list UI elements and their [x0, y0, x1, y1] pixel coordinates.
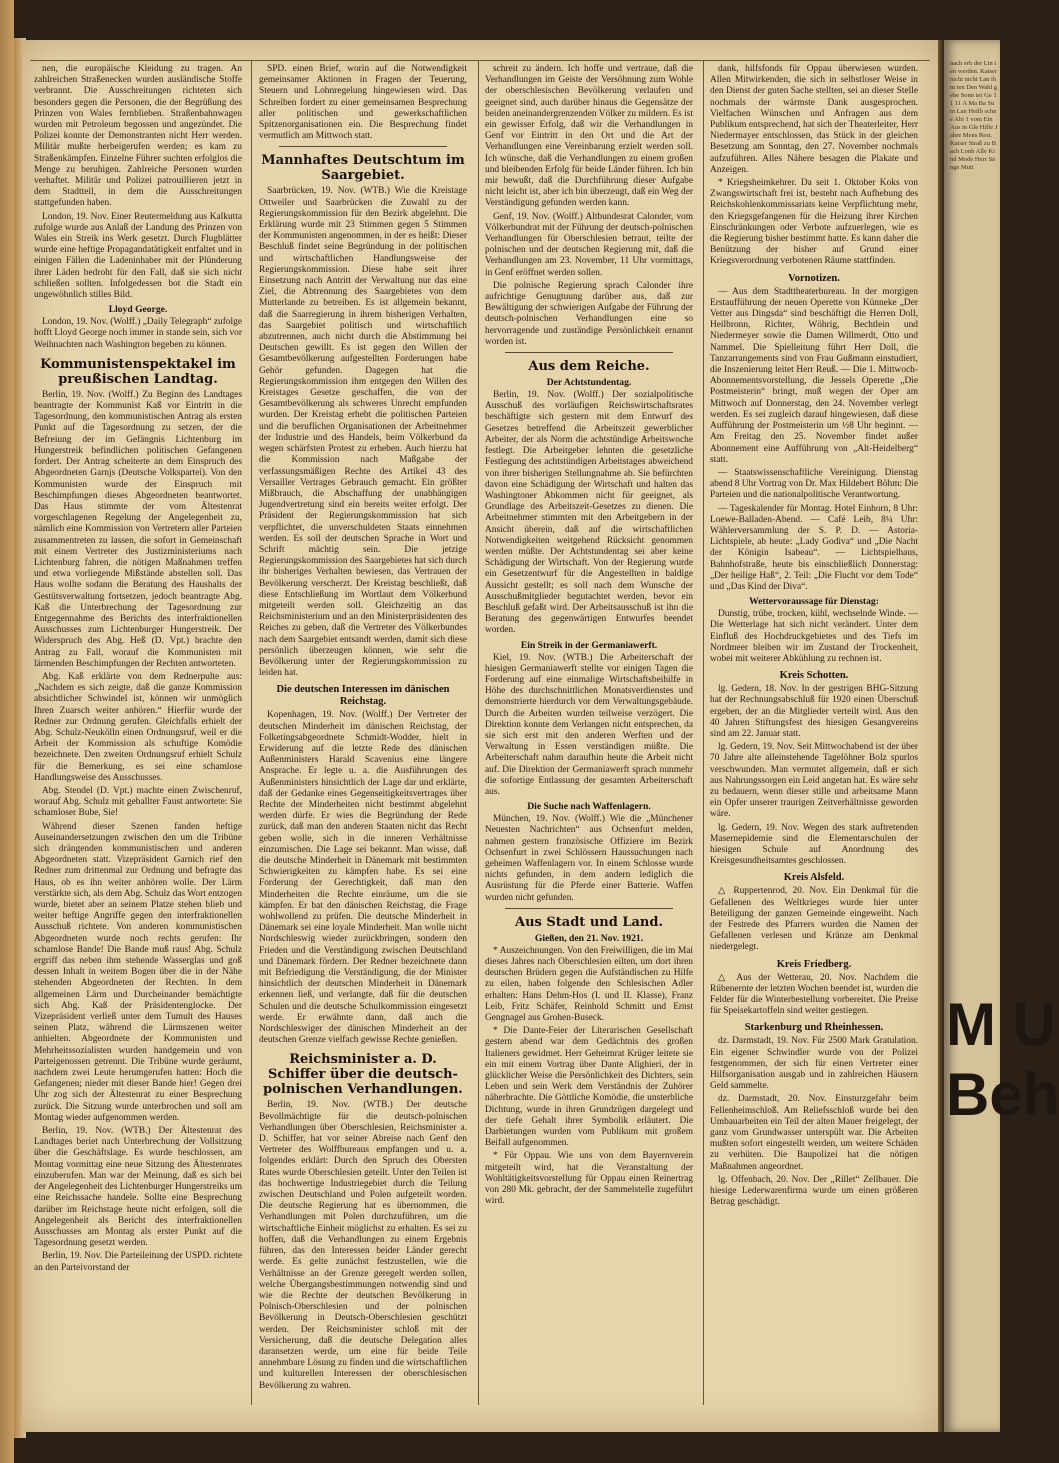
article-headline: Wettervoraussage für Dienstag: [749, 596, 879, 608]
article-paragraph: London, 19. Nov. (Wolff.) „Daily Telegraph“ zufolge hofft Lloyd George noch immer in stande sein, sich vor Weihnachten nach Washington begeben zu können. [34, 317, 242, 350]
article-headline: Starkenburg und Rheinhessen. [744, 1022, 884, 1034]
column-1 [34, 64, 242, 1404]
article-paragraph: lg. Gedern, 19. Nov. Seit Mittwochabend ist der über 70 Jahre alte alleinstehende Tagelöhner Bolz spurlos verschwunden. Man vermutet allgemein, daß er sich aus Nahrungssorgen ein Leid angetan hat. Es wäre sehr zu bedauern, wenn dieser stille und arbeitsame Mann ein Opfer unserer traurigen Zeitverhältnisse geworden wäre. [710, 742, 918, 820]
adjacent-page-text: nach erh der Lin ten werden. Kaiser nicht nicht Lan ihm ten Den Wahl gebe Sonn ter Ge 11 11 A Ma Ba Sum Lan Heilb schne Abi 1 vom Ein Aus in Gle Hilfe Jahre Mens Rest. Kaiser Straß zu Bach Lonh Alle Kind Mode Herr Sänge Mutt [950, 60, 998, 171]
binding-strip [0, 0, 14, 1463]
article-paragraph: nen, die europäische Kleidung zu tragen. An zahlreichen Straßenecken wurden ausländische Stoffe verbrannt. Die Ausschreitungen richteten sich besonders gegen die Personen, die der Begrüßung des Prinzen von Wales fernblieben. Straßenbahnwagen wurden mit Petroleum begossen und angezündet. Die Polizei konnte der Demonstranten nicht Herr werden. Militär mußte herbeigerufen werden; es kam zu Straßenkämpfen. Einzelne Führer suchten erfolglos die Menge zu beruhigen. Zahlreiche Personen wurden verhaftet. Militär und Polizei patrouillieren jetzt in dem Stadtteil, in dem die Ausschreitungen stattgefunden haben. [34, 64, 242, 209]
article-paragraph: Berlin, 19. Nov. (Wolff.) Zu Beginn des Landtages beantragte der Kommunist Kaß vor Eintritt in die Tagesordnung, den kommunistischen Antrag als ersten Punkt auf die Tagesordnung zu setzen, der die Befreiung der im Gefängnis Lichtenburg im Hungerstreik befindlichen politischen Gefangenen fordert. Der Antrag scheiterte an dem Einspruch des Abgeordneten Garnjs (Deutsche Volkspartei). Von den Kommunisten wurde der Einspruch mit Beschimpfungen dieses Abgeordneten beantwortet. Das Haus stimmte der vom Ältestenrat vorgeschlagenen Regelung der Angelegenheit zu, nämlich eine Kommission von Vertretern aller Parteien zusammentreten zu lassen, die sofort in Gemeinschaft mit einem Vertreter des Justizministeriums nach Lichtenburg fahren, die nötigen Maßnahmen treffen und etwa vorliegende Mißstände abstellen soll. Das Haus wollte sodann die Beratung des Haushalts der Gestütsverwaltung fortsetzen, jedoch beantragte Abg. Kaß die Unterbrechung der Tagesordnung zur Entgegennahme des Berichts des interfraktionellen Ausschusses zum Lichtenburger Hungerstreik. Der Widerspruch des Abg. Heß (D. Vpt.) brachte den Antrag zu Fall, worauf die Kommunisten mit lärmenden Beschimpfungen der Rechten antworteten. [34, 389, 242, 669]
article-headline: Die deutschen Interessen im dänischen Reichstag. [276, 684, 450, 708]
adjacent-page-headline: M U Beh [946, 991, 1059, 1128]
article-paragraph: dank, hilfsfonds für Oppau überwiesen wurden. Allen Mitwirkenden, die sich in selbstloser Weise in den Dienst der guten Sache stellten, sei an dieser Stelle nochmals der wärmste Dank ausgesprochen. Vielfachen Wünschen und Anfragen aus dem Publikum entsprechend, hat sich der Theaterleiter, Herr Niedermayer entschlossen, das Stück in der gleichen Besetzung am Sonntag, den 27. November nochmals aufzuführen. Alles Nähere besagen die Plakate und Anzeigen. [710, 64, 918, 175]
article-headline: Aus Stadt und Land. [515, 914, 663, 930]
article-paragraph: dz. Darmstadt, 19. Nov. Für 2500 Mark Gratulation. Ein eigener Schwindler wurde von der Polizei festgenommen, der sich für einen Vertreter einer Hilfsorganisation ausgab und in zahlreichen Häusern Geld sammelte. [710, 1036, 918, 1092]
article-headline: Vornotizen. [788, 272, 840, 284]
section-divider [505, 908, 673, 909]
column-2 [259, 64, 467, 1404]
article-headline: Kreis Friedberg. [776, 958, 852, 970]
article-paragraph: — Tageskalender für Montag. Hotel Einhorn, 8 Uhr: Loewe-Balladen-Abend. — Café Leib, 8¼ Uhr: Wählerversammlung der S. P. D. — Astoria-Lichtspiele, ab heute: „Lady Godiva“ und „Die Nacht der Königin Isabeau“. — Lichtspielhaus, Bahnhofstraße, heute bis einschließlich Donnerstag: „Der heilige Haß“, 2. Teil: „Die Flucht vor dem Tode“ und „Das Kind der Diva“. [710, 503, 918, 592]
article-headline: Ein Streik in der Germaniawerft. [520, 639, 658, 651]
article-headline: Reichsminister a. D. Schiffer über die deutsch-polnischen Verhandlungen. [263, 1052, 463, 1098]
article-headline: Aus dem Reiche. [528, 359, 650, 375]
article-headline: Kreis Alsfeld. [783, 872, 845, 884]
column-rule [703, 60, 704, 1405]
article-paragraph: Berlin, 19. Nov. (WTB.) Der Ältestenrat des Landtages beriet nach Unterbrechung der Vollsitzung über die Geschäftslage. Es wurde beschlossen, am Montag vormittag eine neue Sitzung des Ältestenrates einzuberufen. Man war der Meinung, daß es sich bei der Angelegenheit des Lichtenburger Hungerstreiks um eine Reichssache handele. Sollte eine Besprechung darüber im Reichstage heute nicht erfolgen, soll die Angelegenheit als Bericht des interfraktionellen Ausschusses am Montag als erster Punkt auf die Tagesordnung gesetzt werden. [34, 1126, 242, 1249]
article-paragraph: — Staatswissenschaftliche Vereinigung. Dienstag abend 8 Uhr Vortrag von Dr. Max Hildebert Böhm: Die Parteien und die nationalpolitische Verantwortung. [710, 467, 918, 501]
article-paragraph: Abg. Stendel (D. Vpt.) machte einen Zwischenruf, worauf Abg. Schulz mit geballter Faust antwortete: Sie schamloser Bube, Sie! [34, 785, 242, 819]
article-paragraph: * Die Dante-Feier der Literarischen Gesellschaft gestern abend war dem Gedächtnis des großen Italieners gewidmet. Herr Geheimrat Krüger leitete sie ein mit einem Vortrag über Dante Alighieri, der in glücklicher Weise die Persönlichkeit des Dichters, sein Leben und sein Werk dem Verständnis der Zuhörer näherbrachte. Die Göttliche Komödie, die unsterbliche Dichtung, wurde in ihren Grundzügen dargelegt und der tiefe Gehalt ihrer Symbolik erläutert. Die Darbietungen wurden vom Publikum mit großem Beifall aufgenommen. [485, 1026, 693, 1149]
article-paragraph: lg. Gedern, 18. Nov. In der gestrigen BHG-Sitzung hat der Rechnungsabschluß für 1920 einen Überschuß ergeben, der an die Mitglieder verteilt wird. Aus den 40 Jahren Stiftungsfest des hiesigen Gesangvereins sind am 22. Januar statt. [710, 684, 918, 739]
article-headline: Gießen, den 21. Nov. 1921. [534, 932, 644, 944]
article-paragraph: Dunstig, trübe, trocken, kühl, wechselnde Winde. — Die Wetterlage hat sich nicht verändert. Unter dem Einfluß des Hochdruckgebietes und des Tiefs im Nordmeer bleiben wir im Zustand der Trockenheit, wobei mit weiterer Abkühlung zu rechnen ist. [710, 609, 918, 664]
article-paragraph: Genf, 19. Nov. (Wolff.) Altbundesrat Calonder, vom Völkerbundrat mit der Führung der deutsch-polnischen Verhandlungen für Oberschlesien betraut, teilte der polnischen und der deutschen Regierung mit, daß die Verhandlungen am 23. November, 11 Uhr vormittags, in Genf eröffnet werden sollen. [485, 211, 693, 278]
article-paragraph: schreit zu ändern. Ich hoffe und vertraue, daß die Verhandlungen im Geiste der Versöhnung zum Wohle der oberschlesischen Bevölkerung verlaufen und geeignet sind, auch darüber hinaus die Gegensätze der beiden aneinandergrenzenden Völker zu mildern. Es ist ein gewisser Erfolg, daß wir die Verhandlungen in Genf vor Eintritt in den Ort und die Art der Verhandlungen eine Vereinbarung erzielt werden soll. Ich wünsche, daß die Verhandlungen zu einem großen und bleibenden Erfolg für beide Länder führen. Ich bin mir bewußt, daß die Durchführung dieser Aufgabe nicht leicht ist, aber ich bin überzeugt, daß ein Weg der Verständigung gefunden werden kann. [485, 64, 693, 209]
article-paragraph: △ Aus der Wetterau, 20. Nov. Nachdem die Rübenernte der letzten Wochen beendet ist, wurden die Felder für die Winterbestellung vorbereitet. Die Preise für Speisekartoffeln sind weiter gestiegen. [710, 972, 918, 1017]
article-headline: Der Achtstundentag. [546, 377, 632, 389]
article-headline: Lloyd George. [108, 304, 168, 316]
column-rule [478, 60, 479, 1405]
section-divider [505, 352, 673, 353]
article-paragraph: Saarbrücken, 19. Nov. (WTB.) Wie die Kreistage Ottweiler und Saarbrücken die Zuwahl zu der Regierungskommission für den Bezirk abgelehnt. Die Erklärung wurde mit 23 Stimmen gegen 5 Stimmen der Kommunisten angenommen, in der es heißt: Dieser Beschluß findet seine Begründung in der politischen und wirtschaftlichen Handlungsweise der Regierungskommission. Diese habe seit ihrer Einsetzung nach Antritt der Verwaltung nur das eine Ziel, die Abtrennung des Saargebietes von dem Mutterlande zu betreiben. Es ist allgemein bekannt, daß die Saarregierung in ihrem bisherigen Verhalten, das Saargebiet politisch und wirtschaftlich abzutrennen, auch nicht durch die Abstimmung bei Deutschen gewillt. Es ist gegen den Willen der Gesamtbevölkerung aufgestellten Forderungen habe Gehör gefunden. Dagegen hat die Regierungskommission ihm entgegen den Willen des Kreistages Gesetze geschaffen, die von der Gesamtbevölkerung als schweres Unrecht empfunden wurden. Der Kreistag erhebt die politischen Parteien und die beruflichen Organisationen der Arbeitnehmer der Industrie und des Handels, beim Völkerbund da wegen schärfsten Protest zu erheben. Auch hierzu hat die Kommission nach Maßgabe der verfassungsmäßigen Rechte des Artikel 43 des Versailler Vertrages Gebrauch gemacht. Ein größter Mißbrauch, die Abschaffung der unabhängigen Jugendvertretung sind ein bereits weiter erfolgt. Der Präsident der Regierungskommission hat sich verpflichtet, die unverschuldeten Staats einnehmen werden. Es soll der deutschen Sprache in Wort und Schrift mächtig sein. Die jetzige Regierungskommission des Saargebietes hat sich durch ihr bisheriges Verhalten bewiesen, das Vertrauen der Bevölkerung verscherzt. Der Kreistag beschließt, daß diese Entschließung im Wortlaut dem Völkerbund mitgeteilt werden soll. Gleichzeitig an das Reichsministerium und an den Ministerpräsidenten des Reiches zu geben, daß die Vertreter des Völkerbundes nach dem Saargebiet entsandt werden, damit sich diese persönlich überzeugen können, wie sehr die Bevölkerung unter der Regierungskommission zu leiden hat. [259, 186, 467, 679]
article-paragraph: — Aus dem Stadttheaterbureau. In der morgigen Erstaufführung der neuen Operette von Künneke „Der Vetter aus Dingsda“ sind beschäftigt die Herren Doll, Heilbronn, Richter, Wöhrig, Bechtlein und Niedermeyer sowie die Damen Willmerdt, Otto und Nammel. Die Spielleitung führt Herr Doll, die Tanzarrangements sind von Frau Gußmann einstudiert, die Inszenierung leitet Herr Reuß. — Die 1. Mittwoch-Abonnementsvorstellung, die Jessels Operette „Die Postmeisterin“ bringt, muß wegen der Oper am Mittwoch auf Donnerstag, den 24. November verlegt werden. Es sei zugleich darauf hingewiesen, daß diese Aufführung der Postmeisterin um ½8 Uhr beginnt. — Am Freitag den 25. November findet außer Abonnement eine Aufführung von „Alt-Heidelberg“ statt. [710, 286, 918, 465]
top-rule [30, 60, 930, 61]
article-paragraph: dz. Darmstadt, 20. Nov. Einsturzgefahr beim Fellenheimschloß. Am Reliefsschloß wurde bei den Umbauarbeiten ein Teil der alten Mauer freigelegt, der ganz vom Grundwasser unterspült war. Die Arbeiten mußten sofort eingestellt werden, um weitere Schäden zu verhüten. Die Baupolizei hat die nötigen Maßnahmen angeordnet. [710, 1094, 918, 1172]
article-paragraph: Kopenhagen, 19. Nov. (Wolff.) Der Vertreter der deutschen Minderheit im dänischen Reichstag, der Folketingsabgeordnete Schmidt-Wodder, hielt in Erwiderung auf die letzte Rede des dänischen Außenministers Harald Scavenius eine längere Ansprache. Er legte u. a. die Ausführungen des Außenministers hinsichtlich der Lage dar und erklärte, daß der Gedanke eines Gegenseitigkeitsvertrages über Rechte der Minderheiten nicht bestimmt abgelehnt werden dürfe. Er wies die Begründung der Rede zurück, daß man den anderen Staaten nicht das Recht geben wolle, sich in die inneren Verhältnisse einzumischen. Die Lage sei bekannt. Man wisse, daß die deutsche Minderheit in Dänemark mit bestimmten Schwierigkeiten zu kämpfen habe. Es sei eine Forderung der Gerechtigkeit, daß man den Minderheiten die Rechte einräume, um die sie kämpfen. Er bat den dänischen Reichstag, die Frage wohlwollend zu prüfen. Die deutsche Minderheit in Dänemark sei eine loyale Minderheit. Man wolle nicht Nordschleswig wieder zurückbringen, sondern den Frieden und die Verständigung zwischen Deutschland und Dänemark fördern. Der Redner bezeichnete dann mit Befriedigung die Verständigung, die der Minister hinsichtlich der deutschen Minderheit in Dänemark erkennen ließ, und verlangte, daß für die deutschen Schulen und die deutsche Schulkommission eingesetzt werde. Er erwähnte dann, daß auch die Nordschleswiger der dänischen Minderheit an der deutschen Grenze vielfach gewisse Rechte genießen. [259, 710, 467, 1046]
section-divider [279, 146, 447, 147]
article-paragraph: Berlin, 19. Nov. Die Parteileitung der USPD. richtete an den Parteivorstand der [34, 1251, 242, 1273]
adjacent-page [944, 40, 1059, 1432]
article-paragraph: Berlin, 19. Nov. (Wolff.) Der sozialpolitische Ausschuß des vorläufigen Reichswirtschaftsrates beschäftigte sich gestern mit dem Entwurf des Gesetzes betreffend die Arbeitszeit gewerblicher Arbeiter, der als Norm die achtstündige Arbeitswoche festlegt. Die Arbeitgeber lehnten die gesetzliche Festlegung des achtstündigen Arbeitstages abweichend von ihrer bisherigen Stellungnahme ab. Sie befürchten davon eine Schädigung der Wirtschaft und halten das Washingtoner Abkommen nicht für geeignet, als Grundlage des Arbeitszeit-Gesetzes zu dienen. Die Arbeitnehmer stimmten mit den Arbeitgebern in der Ansicht überein, daß auf die wirtschaftlichen Notwendigkeiten weitgehend Rücksicht genommen werden müßte. Der Achtstundentag sei aber keine Schädigung der Wirtschaft. Von der Regierung wurde ein Gesetzentwurf für die Angestellten in baldige Aussicht gestellt; es soll nach dem Wunsche der Ausschußmitglieder begutachtet werden, bevor ein Beschluß gefaßt wird. Der Arbeitsausschuß ist ihn die Beratung des gegenwärtigen Entwurfes beendet worden. [485, 390, 693, 636]
article-paragraph: Abg. Kaß erklärte von dem Rednerpulte aus: „Nachdem es sich zeigte, daß die ganze Kommission absichtlicher Schwindel ist, können wir unmöglich Ihren Zuarsch weiter anhören.“ Hierfür wurde der Redner zur Ordnung gerufen. Gleichfalls erhielt der Abg. Schulz-Neukölln einen Ordnungsruf, weil er die Arbeit der Kommission als schuftige Komödie bezeichnete. Den zweiten Ordnungsruf erhielt Schulz für die Bemerkung, es sei eine schamlose Handlungsweise des Ausschusses. [34, 671, 242, 783]
article-paragraph: * Auszeichnungen. Von den Freiwilligen, die im Mai dieses Jahres nach Oberschlesien eilten, um dort ihren deutschen Brüdern gegen die Aufständischen zu Hilfe zu eilen, haben folgende den Schlesischen Adler erhalten: Hans Dehm-Hos (I. und II. Klasse), Franz Leib, Fritz Schäfer, Reinhold Schmitt und Ernst Gengnagel aus Grohen-Buseck. [485, 945, 693, 1024]
column-rule [251, 60, 252, 1405]
article-headline: Kreis Schotten. [779, 670, 849, 682]
article-paragraph: Berlin, 19. Nov. (WTB.) Der deutsche Bevollmächtigte für die deutsch-polnischen Verhandlungen über Oberschlesien, Reichsminister a. D. Schiffer, hat vor seiner Abreise nach Genf den Vertreter des Wolffbureaus empfangen und u. a. folgendes erklärt: Durch den Spruch des Obersten Rates wurde Oberschlesien geteilt. Unter den Teilen ist das hochwertige Industriegebiet durch die Teilung zwischen Deutschland und Polen aufgeteilt worden. Die deutsche Regierung hat es übernommen, die Verhandlungen mit Polen durchzuführen, um die wirtschaftliche Einheit möglichst zu erhalten. Es sei zu hoffen, daß die Verhandlungen zu einem Ergebnis führen, das den Interessen beider Länder gerecht werde. Es gelte zunächst festzustellen, wie die Verhältnisse an der Grenze geregelt werden sollen, welche Übergangsbestimmungen notwendig sind und wie die Rechte der deutschen Bevölkerung in Polnisch-Oberschlesien und der polnischen Bevölkerung in Deutsch-Oberschlesien geschützt werden. Der Reichsminister schloß mit der Versicherung, daß die deutsche Delegation alles daransetzen werde, um eine für beide Teile annehmbare Lösung zu finden und die wirtschaftlichen und kulturellen Interessen der oberschlesischen Bevölkerung zu wahren. [259, 1100, 467, 1391]
article-headline: Kommunistenspektakel im preußischen Landtag. [40, 356, 236, 387]
column-4 [710, 64, 918, 1404]
article-headline: Die Suche nach Waffenlagern. [527, 801, 651, 813]
article-paragraph: SPD. einen Brief, worin auf die Notwendigkeit gemeinsamer Aktionen in Fragen der Teuerung, Steuern und Lohnregelung hingewiesen wird. Das Schreiben fordert zu einer gemeinsamen Besprechung aller politischen und gewerkschaftlichen Spitzenorganisationen ein. Die Besprechung findet vermutlich am Mittwoch statt. [259, 64, 467, 142]
article-paragraph: * Kriegsheimkehrer. Da seit 1. Oktober Koks von Zwangswirtschaft frei ist, besteht nach Aufhebung des Reichskohlenkommissariats keine Verpflichtung mehr, den Kriegsgefangenen für die Heizung ihrer Kirchen Einschränkungen oder Verbote aufzuerlegen, wie es die Regierung bisher bestimmt hatte. Es kann daher die Benützung der bisher auf Grund einer Kriegsverordnung verbotenen Räume stattfinden. [710, 178, 918, 267]
article-paragraph: München, 19. Nov. (Wolff.) Wie die „Münchener Neuesten Nachrichten“ aus Ochsenfurt melden, nahmen gestern französische Offiziere im Bezirk Ochsenfurt in zwei Schlössern Haussuchungen nach geheimen Waffenlagern vor. In einem Schlosse wurde nichts gefunden, in dem andern lediglich die Ausrüstung für die Pferde einer Batterie. Waffen wurden nicht gefunden. [485, 814, 693, 903]
article-headline: Mannhaftes Deutschtum im Saargebiet. [261, 153, 465, 184]
article-paragraph: Während dieser Szenen fanden heftige Auseinandersetzungen zwischen den um die Tribüne sich drängenden kommunistischen und anderen Abgeordneten statt. Vizepräsident Garnich rief den Redner zum drittenmal zur Ordnung und befragte das Haus, ob es ihn weiter anhören wolle. Der Lärm verstärkte sich, als dem Abg. Schulz das Wort entzogen wurde, bietet aber an seinem Platze stehen blieb und weiter heftige Angriffe gegen den interfraktionellen Ausschuß richtete. Von anderen kommunistischen Abgeordneten wurde noch rechts gerufen: Ihr schamlose Bande! Die Bande muß raus! Abg. Schulz ergriff das neben ihm stehende Wasserglas und goß dessen Inhalt in weitem Bogen über die in der Nähe stehenden Abgeordneten der Rechten. In dem allgemeinen Lärm und Durcheinander bemächtigte sich Abg. Kaß der Präsidentenglocke. Der Vizepräsident verließ unter dem Tumult des Hauses seinen Platz, während die Lärmszenen weiter anhielten. Abgeordnete der Kommunisten und Mehrheitssozialisten wurden handgemein und von Parteigenossen getrennt. Die Tribüne wurde geräumt, nachdem zwei Leute herumgerufen hatten: Hoch die Gefangenen; nieder mit dieser Bande hier! Gegen drei Uhr zog sich der Ältestenrat zu einer Besprechung zurück. Die Sitzung wurde unterbrochen und soll am Montag wieder aufgenommen werden. [34, 821, 242, 1123]
article-paragraph: * Für Oppau. Wie uns von dem Bayernverein mitgeteilt wird, hat die Veranstaltung der Wohltätigkeitsvorstellung für Oppau einen Reinertrag von 280 Mk. gebracht, der der Sammelstelle zugeführt wird. [485, 1151, 693, 1207]
article-paragraph: Kiel, 19. Nov. (WTB.) Die Arbeiterschaft der hiesigen Germaniawerft stellte vor einigen Tagen die Forderung auf eine einmalige Wirtschaftsbeihilfe in Höhe des durchschnittlichen Monatsverdienstes und demonstrierte hierdurch vor dem Verwaltungsgebäude. Durch die Arbeiten wurden teilweise verzögert. Die Direktion konnte dem Verlangen nicht entsprechen, da sie sich erst mit den anderen Werften und der Verwaltung in Essen verständigen müßte. Die Arbeiterschaft nahm daraufhin heute die Arbeit nicht auf. Die Direktion der Germaniawerft sprach nunmehr die sofortige Entlassung der gesamten Arbeiterschaft aus. [485, 652, 693, 797]
article-paragraph: Die polnische Regierung sprach Calonder ihre aufrichtige Genugtuung darüber aus, daß zur Bewältigung der schwierigen Aufgabe der Führung der deutsch-polnischen Verhandlungen eine so hervorragende und zuständige Persönlichkeit ernannt worden ist. [485, 280, 693, 347]
article-paragraph: △ Ruppertenrod, 20. Nov. Ein Denkmal für die Gefallenen des Weltkrieges wurde hier unter Beteiligung der ganzen Gemeinde eingeweiht. Nach der Festrede des Pfarrers wurden die Namen der Gefallenen verlesen und Kränze am Denkmal niedergelegt. [710, 886, 918, 953]
article-paragraph: lg. Offenbach, 20. Nov. Der „Rillet“ Zellbauer. Die hiesige Lederwarenfirma wurde um einen größeren Betrag geschädigt. [710, 1174, 918, 1208]
column-3 [485, 64, 693, 1404]
article-paragraph: lg. Gedern, 19. Nov. Wegen des stark auftretenden Masernepidemie sind die Elementarschulen der hiesigen Schule auf Anordnung des Kreisgesundheitsamtes geschlossen. [710, 822, 918, 867]
article-paragraph: London, 19. Nov. Einer Reutermeldung aus Kalkutta zufolge wurde aus Anlaß der Landung des Prinzen von Wales ein Streik ins Werk gesetzt. Durch Flugblätter wurde eine heftige Propagandatätigkeit entfaltet und in einigen Fällen die Ladeninhaber mit der Plünderung ihrer Läden bedroht für den Fall, daß sie sich nicht schließen sollten. Infolgedessen bot die Stadt ein ungewöhnlich stilles Bild. [34, 211, 242, 301]
